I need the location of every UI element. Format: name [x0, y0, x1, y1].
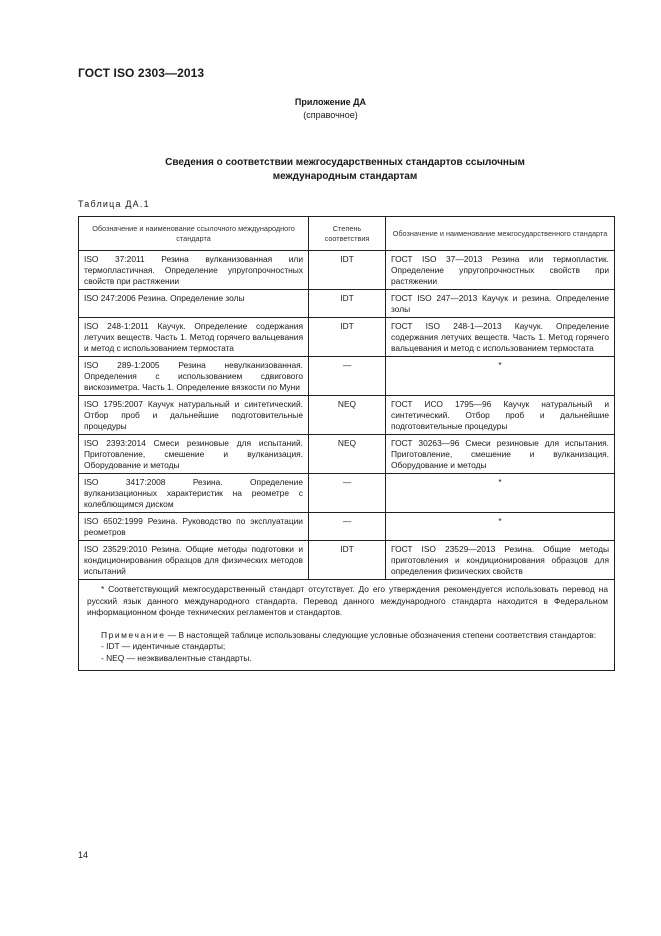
annex-title: Приложение ДА: [294, 97, 367, 107]
document-code: ГОСТ ISO 2303—2013: [78, 66, 205, 80]
national-standard-cell: ГОСТ ISO 248-1—2013 Каучук. Определение содержания летучих веществ. Часть 1. Метод горячего вальцевания и метод с использованием термостата: [386, 318, 615, 357]
intl-standard-cell: ISO 289-1:2005 Резина невулканизованная. Определения с использованием сдвигового вискозиметра. Часть 1. Определение вязкости по Муни: [79, 357, 309, 396]
footnote-text: * Соответствующий межгосударственный стандарт отсутствует. До его утверждения рекомендуется использовать перевод на русский язык данного международного стандарта. Перевод данного международного стандарта находится в Федеральном информационном фонде технических регламентов и стандартов.: [87, 584, 608, 617]
table-row: [79, 290, 615, 318]
correspondence-table: [78, 216, 615, 671]
national-standard-cell: ГОСТ ISO 247—2013 Каучук и резина. Определение золы: [386, 290, 615, 318]
table-header-row: [79, 217, 615, 251]
intl-standard-cell: ISO 247:2006 Резина. Определение золы: [79, 290, 309, 318]
national-standard-cell: *: [386, 357, 615, 396]
table-row: [79, 396, 615, 435]
national-standard-cell: *: [386, 474, 615, 513]
notes-cell: [79, 580, 615, 671]
section-title: [100, 156, 590, 184]
intl-standard-cell: ISO 248-1:2011 Каучук. Определение содержания летучих веществ. Часть 1. Метод горячего вальцевания и метод с использованием термостата: [79, 318, 309, 357]
table-row: [79, 474, 615, 513]
intl-standard-cell: ISO 2393:2014 Смеси резиновые для испытаний. Приготовление, смешение и вулканизация. Оборудование и методы: [79, 435, 309, 474]
intl-standard-cell: ISO 23529:2010 Резина. Общие методы подготовки и кондиционирования образцов для физических методов испытаний: [79, 541, 309, 580]
degree-cell: NEQ: [309, 435, 386, 474]
national-standard-cell: ГОСТ ИСО 1795—96 Каучук натуральный и синтетический. Отбор проб и дальнейшие подготовительные процедуры: [386, 396, 615, 435]
degree-cell: IDT: [309, 251, 386, 290]
degree-cell: —: [309, 474, 386, 513]
national-standard-cell: ГОСТ ISO 23529—2013 Резина. Общие методы приготовления и кондиционирования образцов для определения физических свойств: [386, 541, 615, 580]
table-row: [79, 541, 615, 580]
table-row: [79, 318, 615, 357]
national-standard-cell: ГОСТ ISO 37—2013 Резина или термопластик. Определение упругопрочностных свойств при растяжении: [386, 251, 615, 290]
intl-standard-cell: ISO 1795:2007 Каучук натуральный и синтетический. Отбор проб и дальнейшие подготовительные процедуры: [79, 396, 309, 435]
degree-cell: IDT: [309, 318, 386, 357]
column-header-international: Обозначение и наименование ссылочного международного стандарта: [79, 217, 309, 251]
note-list-item: - IDT — идентичные стандарты;: [101, 641, 226, 651]
section-title-line-2: международным стандартам: [272, 171, 418, 182]
note-list-item: - NEQ — неэквивалентные стандарты.: [101, 652, 252, 663]
intl-standard-cell: ISO 3417:2008 Резина. Определение вулканизационных характеристик на реометре с колеблющимся диском: [79, 474, 309, 513]
table-label: Таблица ДА.1: [78, 199, 150, 209]
table-row: [79, 513, 615, 541]
column-header-national: Обозначение и наименование межгосударственного стандарта: [386, 217, 615, 251]
national-standard-cell: *: [386, 513, 615, 541]
page-number: 14: [78, 850, 89, 860]
degree-cell: —: [309, 513, 386, 541]
intl-standard-cell: ISO 6502:1999 Резина. Руководство по эксплуатации реометров: [79, 513, 309, 541]
degree-cell: IDT: [309, 541, 386, 580]
table-row: [79, 357, 615, 396]
degree-cell: —: [309, 357, 386, 396]
note-label: Примечание: [101, 629, 166, 640]
degree-cell: NEQ: [309, 396, 386, 435]
section-title-line-1: Сведения о соответствии межгосударственных стандартов ссылочным: [165, 157, 525, 168]
column-header-degree: Степень соответствия: [309, 217, 386, 251]
national-standard-cell: ГОСТ 30263—96 Смеси резиновые для испытания. Приготовление, смешение и вулканизация. Оборудование и методы: [386, 435, 615, 474]
annex-heading: [0, 96, 661, 122]
notes-row: [79, 580, 615, 671]
table-row: [79, 251, 615, 290]
intl-standard-cell: ISO 37:2011 Резина вулканизованная или термопластичная. Определение упругопрочностных свойств при растяжении: [79, 251, 309, 290]
table-row: [79, 435, 615, 474]
note-text: — В настоящей таблице использованы следующие условные обозначения степени соответствия стандартов:: [165, 629, 597, 640]
note-paragraph: [87, 630, 608, 642]
degree-cell: IDT: [309, 290, 386, 318]
annex-subtitle: (справочное): [303, 110, 358, 120]
